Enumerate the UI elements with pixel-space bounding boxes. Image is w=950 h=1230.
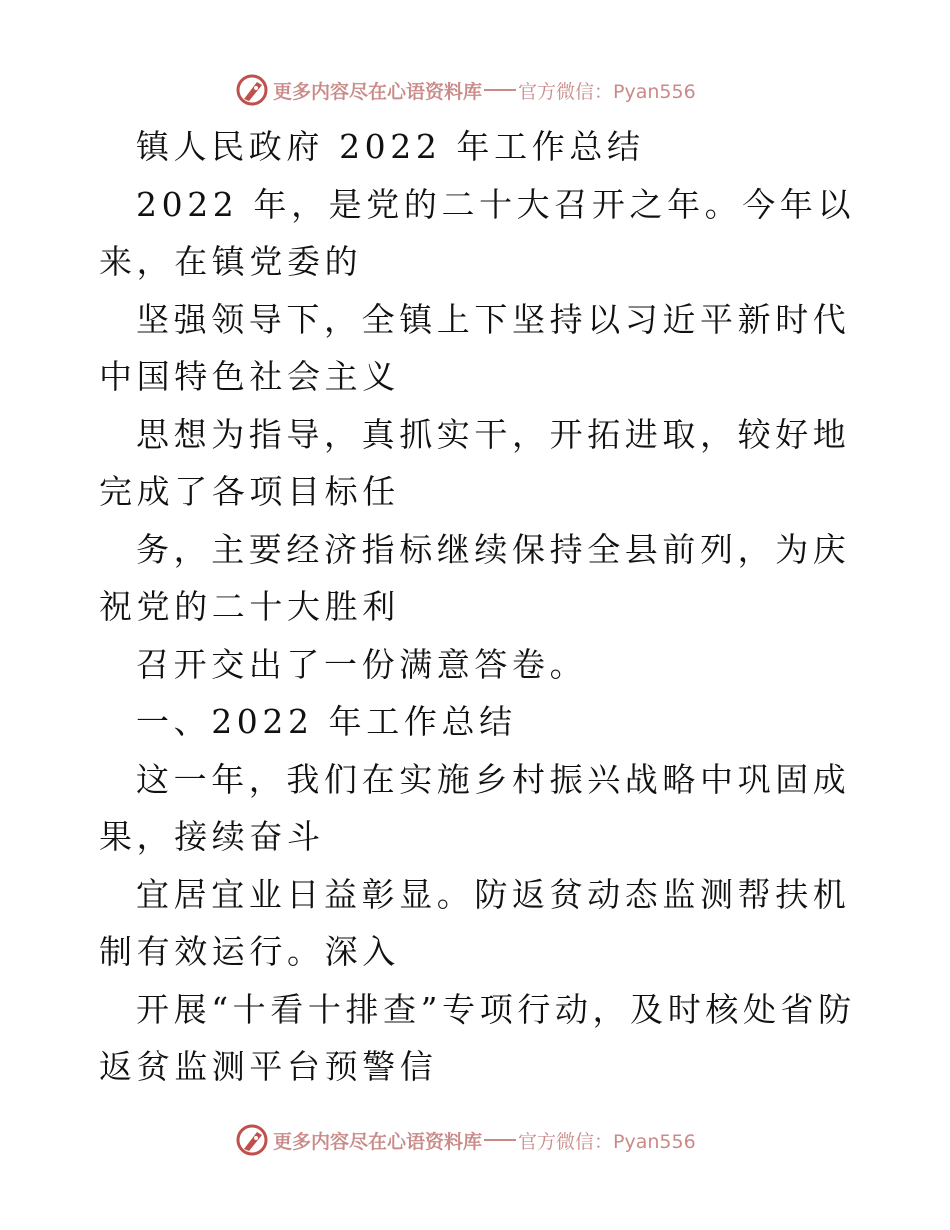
watermark-dash <box>484 1139 516 1141</box>
paragraph: 召开交出了一份满意答卷。 <box>136 644 588 684</box>
document-title: 镇人民政府 2022 年工作总结 <box>136 127 645 166</box>
pen-nib-circle-icon <box>235 1123 269 1157</box>
paragraph: 2022 年，是党的二十大召开之年。今年以来，在镇党委的 <box>99 184 856 281</box>
watermark-banner-bottom <box>235 1123 696 1157</box>
paragraph: 这一年，我们在实施乡村振兴战略中巩固成果，接续奋斗 <box>99 759 851 856</box>
section-heading: 一、2022 年工作总结 <box>136 702 517 741</box>
watermark-site-text: 更多内容尽在心语资料库 <box>273 1130 483 1153</box>
watermark-wechat-text: 官方微信：Pyan556 <box>518 1130 696 1153</box>
paragraph: 思想为指导，真抓实干，开拓进取，较好地完成了各项目标任 <box>99 414 851 511</box>
document-body <box>99 118 859 1096</box>
pen-nib-circle-icon <box>235 73 269 107</box>
paragraph: 坚强领导下，全镇上下坚持以习近平新时代中国特色社会主义 <box>99 299 851 396</box>
paragraph: 开展“十看十排查”专项行动，及时核处省防返贫监测平台预警信 <box>99 989 856 1086</box>
watermark-banner-top <box>235 73 696 107</box>
paragraph: 宜居宜业日益彰显。防返贫动态监测帮扶机制有效运行。深入 <box>99 874 851 971</box>
watermark-wechat-text: 官方微信：Pyan556 <box>518 80 696 103</box>
watermark-site-text: 更多内容尽在心语资料库 <box>273 80 483 103</box>
watermark-dash <box>484 89 516 91</box>
paragraph: 务，主要经济指标继续保持全县前列，为庆祝党的二十大胜利 <box>99 529 851 626</box>
